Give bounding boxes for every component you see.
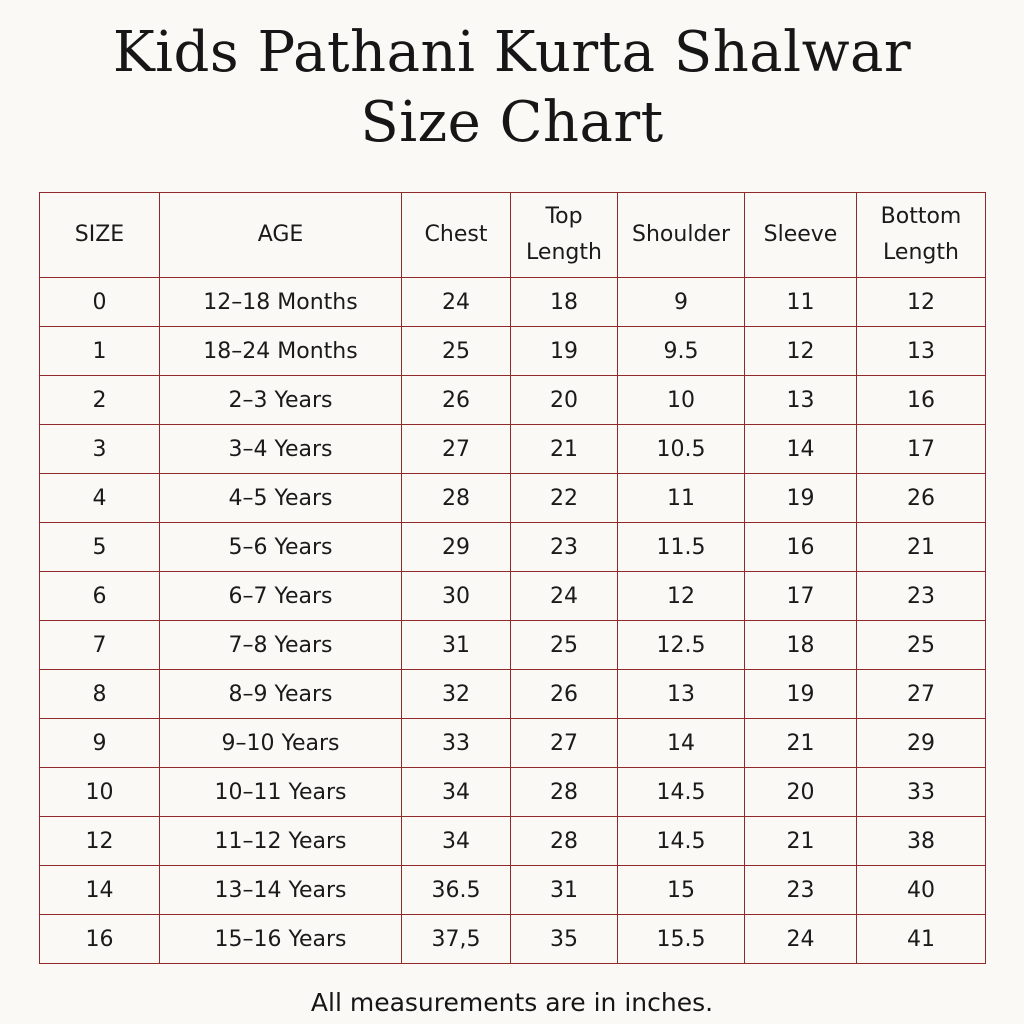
bottom-length-cell: 33: [857, 768, 986, 817]
table-body: [40, 278, 986, 964]
header-chest: Chest: [402, 193, 511, 278]
age-cell: 4–5 Years: [160, 474, 402, 523]
shoulder-cell: 12.5: [618, 621, 745, 670]
table-row: [40, 670, 986, 719]
age-cell: 9–10 Years: [160, 719, 402, 768]
size-cell: 0: [40, 278, 160, 327]
age-cell: 8–9 Years: [160, 670, 402, 719]
shoulder-cell: 14: [618, 719, 745, 768]
chest-cell: 30: [402, 572, 511, 621]
measurement-note: All measurements are in inches.: [310, 988, 714, 1017]
bottom-length-cell: 38: [857, 817, 986, 866]
title-line-1: Kids Pathani Kurta Shalwar: [112, 20, 912, 85]
chest-cell: 28: [402, 474, 511, 523]
bottom-length-cell: 16: [857, 376, 986, 425]
sleeve-cell: 16: [745, 523, 857, 572]
age-cell: 2–3 Years: [160, 376, 402, 425]
sleeve-cell: 23: [745, 866, 857, 915]
shoulder-cell: 13: [618, 670, 745, 719]
size-table: [39, 192, 986, 964]
size-cell: 2: [40, 376, 160, 425]
top-length-cell: 19: [511, 327, 618, 376]
bottom-length-cell: 27: [857, 670, 986, 719]
table-row: [40, 768, 986, 817]
sleeve-cell: 19: [745, 670, 857, 719]
sleeve-cell: 14: [745, 425, 857, 474]
sleeve-cell: 24: [745, 915, 857, 964]
chest-cell: 34: [402, 817, 511, 866]
size-cell: 4: [40, 474, 160, 523]
top-length-cell: 25: [511, 621, 618, 670]
bottom-length-cell: 26: [857, 474, 986, 523]
age-cell: 10–11 Years: [160, 768, 402, 817]
age-cell: 7–8 Years: [160, 621, 402, 670]
header-bottom-length: Bottom Length: [857, 193, 986, 278]
sleeve-cell: 21: [745, 719, 857, 768]
header-size: SIZE: [40, 193, 160, 278]
shoulder-cell: 10: [618, 376, 745, 425]
age-cell: 3–4 Years: [160, 425, 402, 474]
top-length-cell: 26: [511, 670, 618, 719]
shoulder-cell: 9.5: [618, 327, 745, 376]
header-sleeve: Sleeve: [745, 193, 857, 278]
age-cell: 13–14 Years: [160, 866, 402, 915]
table-row: [40, 915, 986, 964]
shoulder-cell: 12: [618, 572, 745, 621]
bottom-length-cell: 25: [857, 621, 986, 670]
size-cell: 5: [40, 523, 160, 572]
table-row: [40, 474, 986, 523]
top-length-cell: 21: [511, 425, 618, 474]
shoulder-cell: 15: [618, 866, 745, 915]
table-row: [40, 376, 986, 425]
age-cell: 5–6 Years: [160, 523, 402, 572]
chest-cell: 33: [402, 719, 511, 768]
chest-cell: 25: [402, 327, 511, 376]
age-cell: 6–7 Years: [160, 572, 402, 621]
bottom-length-cell: 23: [857, 572, 986, 621]
top-length-cell: 28: [511, 817, 618, 866]
age-cell: 12–18 Months: [160, 278, 402, 327]
top-length-cell: 27: [511, 719, 618, 768]
shoulder-cell: 10.5: [618, 425, 745, 474]
page-title: [0, 18, 1024, 158]
shoulder-cell: 14.5: [618, 768, 745, 817]
table-row: [40, 719, 986, 768]
table-row: [40, 621, 986, 670]
sleeve-cell: 19: [745, 474, 857, 523]
header-age: AGE: [160, 193, 402, 278]
size-cell: 1: [40, 327, 160, 376]
table-row: [40, 572, 986, 621]
age-cell: 15–16 Years: [160, 915, 402, 964]
bottom-length-cell: 12: [857, 278, 986, 327]
shoulder-cell: 14.5: [618, 817, 745, 866]
sleeve-cell: 17: [745, 572, 857, 621]
top-length-cell: 18: [511, 278, 618, 327]
chest-cell: 27: [402, 425, 511, 474]
table-row: [40, 425, 986, 474]
bottom-length-cell: 41: [857, 915, 986, 964]
title-line-2: Size Chart: [360, 90, 664, 155]
shoulder-cell: 9: [618, 278, 745, 327]
top-length-cell: 20: [511, 376, 618, 425]
size-cell: 12: [40, 817, 160, 866]
sleeve-cell: 13: [745, 376, 857, 425]
chest-cell: 34: [402, 768, 511, 817]
top-length-cell: 23: [511, 523, 618, 572]
sleeve-cell: 12: [745, 327, 857, 376]
chest-cell: 36.5: [402, 866, 511, 915]
table-row: [40, 817, 986, 866]
header-shoulder: Shoulder: [618, 193, 745, 278]
table-row: [40, 523, 986, 572]
table-row: [40, 278, 986, 327]
sleeve-cell: 18: [745, 621, 857, 670]
size-cell: 14: [40, 866, 160, 915]
sleeve-cell: 20: [745, 768, 857, 817]
top-length-cell: 22: [511, 474, 618, 523]
size-cell: 10: [40, 768, 160, 817]
bottom-length-cell: 29: [857, 719, 986, 768]
bottom-length-cell: 40: [857, 866, 986, 915]
chest-cell: 29: [402, 523, 511, 572]
chest-cell: 24: [402, 278, 511, 327]
sleeve-cell: 11: [745, 278, 857, 327]
size-cell: 6: [40, 572, 160, 621]
shoulder-cell: 15.5: [618, 915, 745, 964]
size-cell: 7: [40, 621, 160, 670]
top-length-cell: 35: [511, 915, 618, 964]
chest-cell: 37,5: [402, 915, 511, 964]
chest-cell: 31: [402, 621, 511, 670]
shoulder-cell: 11: [618, 474, 745, 523]
bottom-length-cell: 21: [857, 523, 986, 572]
top-length-cell: 28: [511, 768, 618, 817]
size-cell: 8: [40, 670, 160, 719]
table-header-row: [40, 193, 986, 278]
bottom-length-cell: 13: [857, 327, 986, 376]
table-row: [40, 866, 986, 915]
age-cell: 18–24 Months: [160, 327, 402, 376]
size-cell: 3: [40, 425, 160, 474]
top-length-cell: 24: [511, 572, 618, 621]
shoulder-cell: 11.5: [618, 523, 745, 572]
chest-cell: 32: [402, 670, 511, 719]
table-row: [40, 327, 986, 376]
header-top-length: Top Length: [511, 193, 618, 278]
top-length-cell: 31: [511, 866, 618, 915]
sleeve-cell: 21: [745, 817, 857, 866]
age-cell: 11–12 Years: [160, 817, 402, 866]
bottom-length-cell: 17: [857, 425, 986, 474]
chest-cell: 26: [402, 376, 511, 425]
size-cell: 16: [40, 915, 160, 964]
size-cell: 9: [40, 719, 160, 768]
